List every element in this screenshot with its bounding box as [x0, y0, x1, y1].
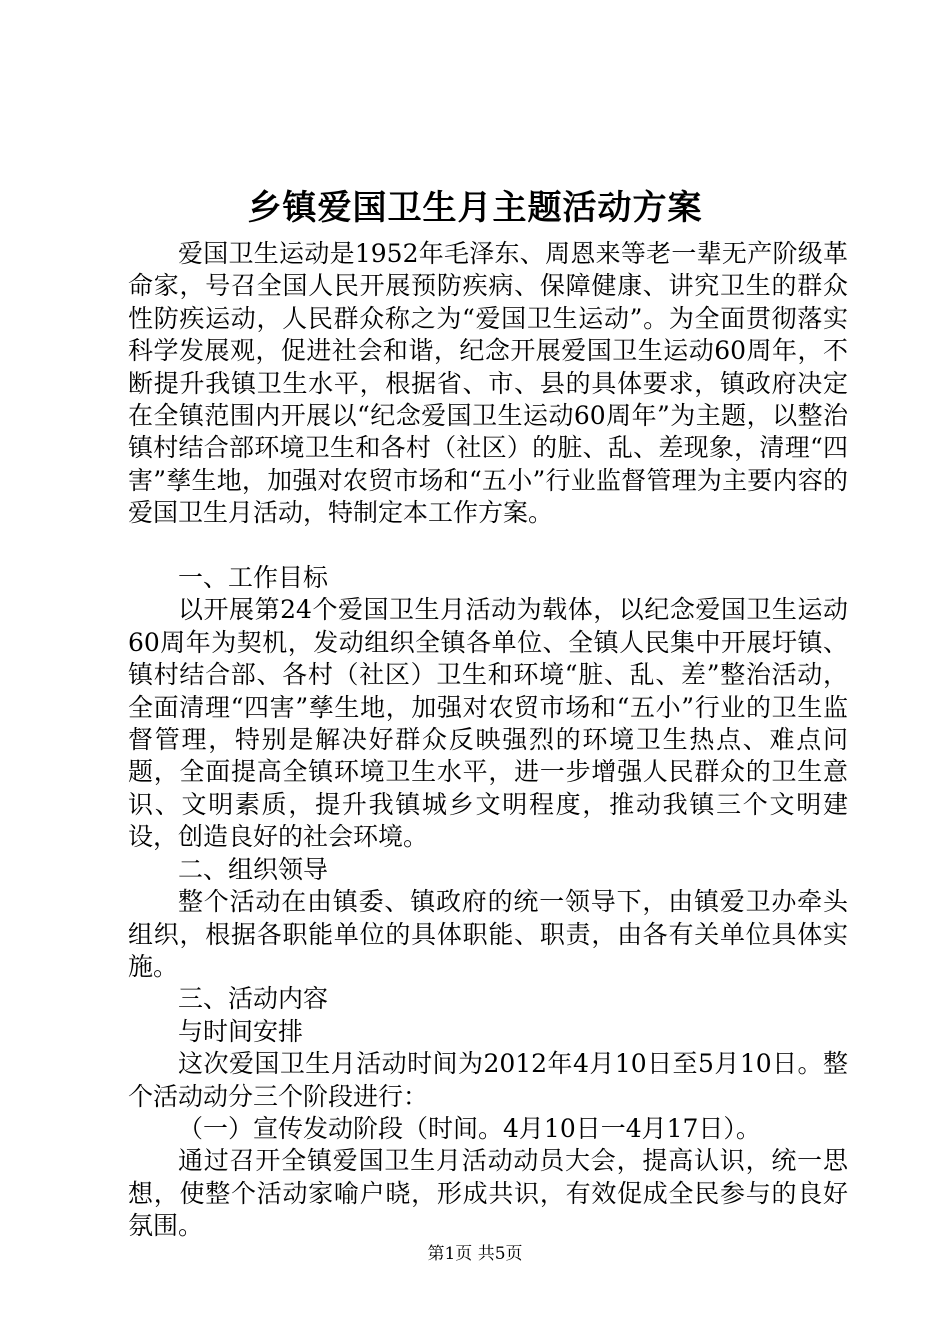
paragraph-phase1: 通过召开全镇爱国卫生月活动动员大会，提高认识，统一思想，使整个活动家喻户晓，形成共识，有效促成全民参与的良好氛围。 [128, 1146, 848, 1241]
paragraph-intro: 爱国卫生运动是1952年毛泽东、周恩来等老一辈无产阶级革命家，号召全国人民开展预防疾病、保障健康、讲究卫生的群众性防疾运动，人民群众称之为“爱国卫生运动”。为全面贯彻落实科学发展观，促进社会和谐，纪念开展爱国卫生运动60周年，不断提升我镇卫生水平，根据省、市、县的具体要求，镇政府决定在全镇范围内开展以“纪念爱国卫生运动60周年”为主题，以整治镇村结合部环境卫生和各村（社区）的脏、乱、差现象，清理“四害”孳生地，加强对农贸市场和“五小”行业监督管理为主要内容的爱国卫生月活动，特制定本工作方案。 [128, 239, 848, 528]
paragraph-leadership: 整个活动在由镇委、镇政府的统一领导下，由镇爱卫办牵头组织，根据各职能单位的具体职能、职责，由各有关单位具体实施。 [128, 887, 848, 981]
page-footer: 第1页 共5页 [427, 1244, 523, 1264]
section-heading-leadership: 二、组织领导 [178, 854, 329, 884]
subsection-heading-phase1: （一）宣传发动阶段（时间。4月10日一4月17日）。 [178, 1113, 761, 1143]
paragraph-schedule: 这次爱国卫生月活动时间为2012年4月10日至5月10日。整个活动动分三个阶段进行： [128, 1049, 848, 1111]
document-title: 乡镇爱国卫生月主题活动方案 [247, 188, 703, 228]
paragraph-goals: 以开展第24个爱国卫生月活动为载体，以纪念爱国卫生运动60周年为契机，发动组织全镇各单位、全镇人民集中开展圩镇、镇村结合部、各村（社区）卫生和环境“脏、乱、差”整治活动，全面清理“四害”孳生地，加强对农贸市场和“五小”行业的卫生监督管理，特别是解决好群众反映强烈的环境卫生热点、难点问题，全面提高全镇环境卫生水平，进一步增强人民群众的卫生意识、文明素质，提升我镇城乡文明程度，推动我镇三个文明建设，创造良好的社会环境。 [128, 595, 848, 852]
section-heading-content: 三、活动内容 [178, 984, 329, 1014]
paragraph-blank [128, 530, 848, 562]
section-heading-schedule: 与时间安排 [178, 1016, 304, 1046]
section-heading-goals: 一、工作目标 [178, 563, 329, 593]
document-body [128, 238, 848, 1243]
